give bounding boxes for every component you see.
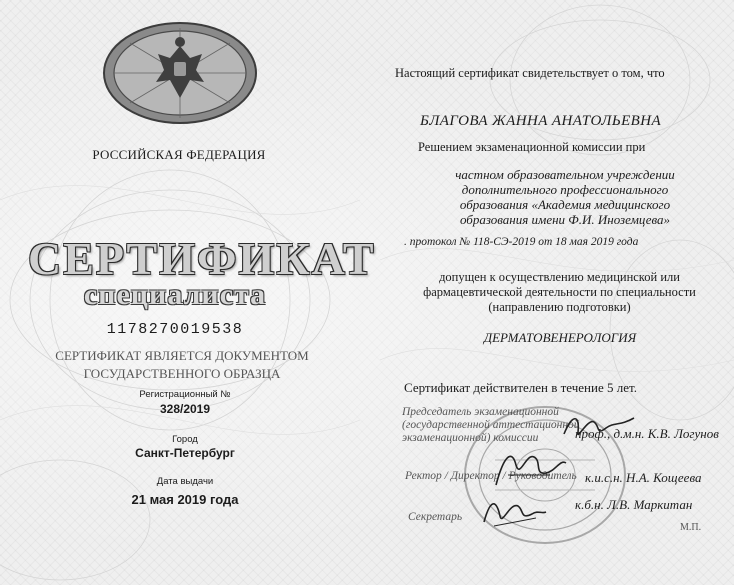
coat-of-arms-emblem xyxy=(100,18,260,128)
certificate-title: СЕРТИФИКАТ xyxy=(28,233,376,284)
institution-line: образования имени Ф.И. Иноземцева» xyxy=(459,212,671,227)
serial-number: 1178270019538 xyxy=(106,321,244,338)
validity-text: Сертификат действителен в течение 5 лет. xyxy=(404,380,637,395)
signatory-name: к.б.н. Л.В. Маркитан xyxy=(575,497,693,512)
registration-number: 328/2019 xyxy=(159,402,211,416)
document-status-line-2: ГОСУДАРСТВЕННОГО ОБРАЗЦА xyxy=(83,366,281,381)
issue-date: 21 мая 2019 года xyxy=(131,492,239,507)
admission-line: допущен к осуществлению медицинской или xyxy=(439,270,680,284)
issue-date-label: Дата выдачи xyxy=(156,476,214,487)
document-status-line-1: СЕРТИФИКАТ ЯВЛЯЕТСЯ ДОКУМЕНТОМ xyxy=(55,348,309,363)
decision-text: Решением экзаменационной комиссии при xyxy=(418,140,646,154)
city-value: Санкт-Петербург xyxy=(135,446,235,460)
protocol-line: . протокол № 118-СЭ-2019 от 18 мая 2019 года xyxy=(404,236,639,248)
admission-line: (направлению подготовки) xyxy=(488,300,631,314)
registration-label: Регистрационный № xyxy=(139,389,231,400)
secretary-signature xyxy=(480,492,550,532)
institution-line: дополнительного профессионального xyxy=(461,182,669,197)
country-name: РОССИЙСКАЯ ФЕДЕРАЦИЯ xyxy=(92,147,266,162)
secretary-role: Секретарь xyxy=(408,511,463,523)
holder-name: БЛАГОВА ЖАННА АНАТОЛЬЕВНА xyxy=(420,113,662,129)
rector-role: Ректор / Директор / Руководитель xyxy=(405,470,577,482)
chair-role-line: Председатель экзаменационной xyxy=(402,406,559,418)
rector-signature xyxy=(490,445,570,491)
chair-signature xyxy=(560,408,640,444)
chair-role-line: (государственной аттестационной xyxy=(402,419,580,431)
rector-name: к.и.с.н. Н.А. Кощеева xyxy=(585,470,702,485)
chair-role-line: экзаменационной) комиссии xyxy=(402,432,539,444)
specialty-name: ДЕРМАТОВЕНЕРОЛОГИЯ xyxy=(483,330,637,345)
seal-place-mark: М.П. xyxy=(680,522,702,533)
admission-line: фармацевтической деятельности по специальности xyxy=(423,285,696,299)
institution-line: частном образовательном учреждении xyxy=(455,167,675,182)
institution-line: образования «Академия медицинского xyxy=(459,197,671,212)
chair-name: проф., д.м.н. К.В. Логунов xyxy=(575,426,719,441)
certificate-subtitle: специалиста xyxy=(83,278,267,311)
city-label: Город xyxy=(172,434,198,445)
attestation-text: Настоящий сертификат свидетельствует о том, что xyxy=(395,66,665,80)
